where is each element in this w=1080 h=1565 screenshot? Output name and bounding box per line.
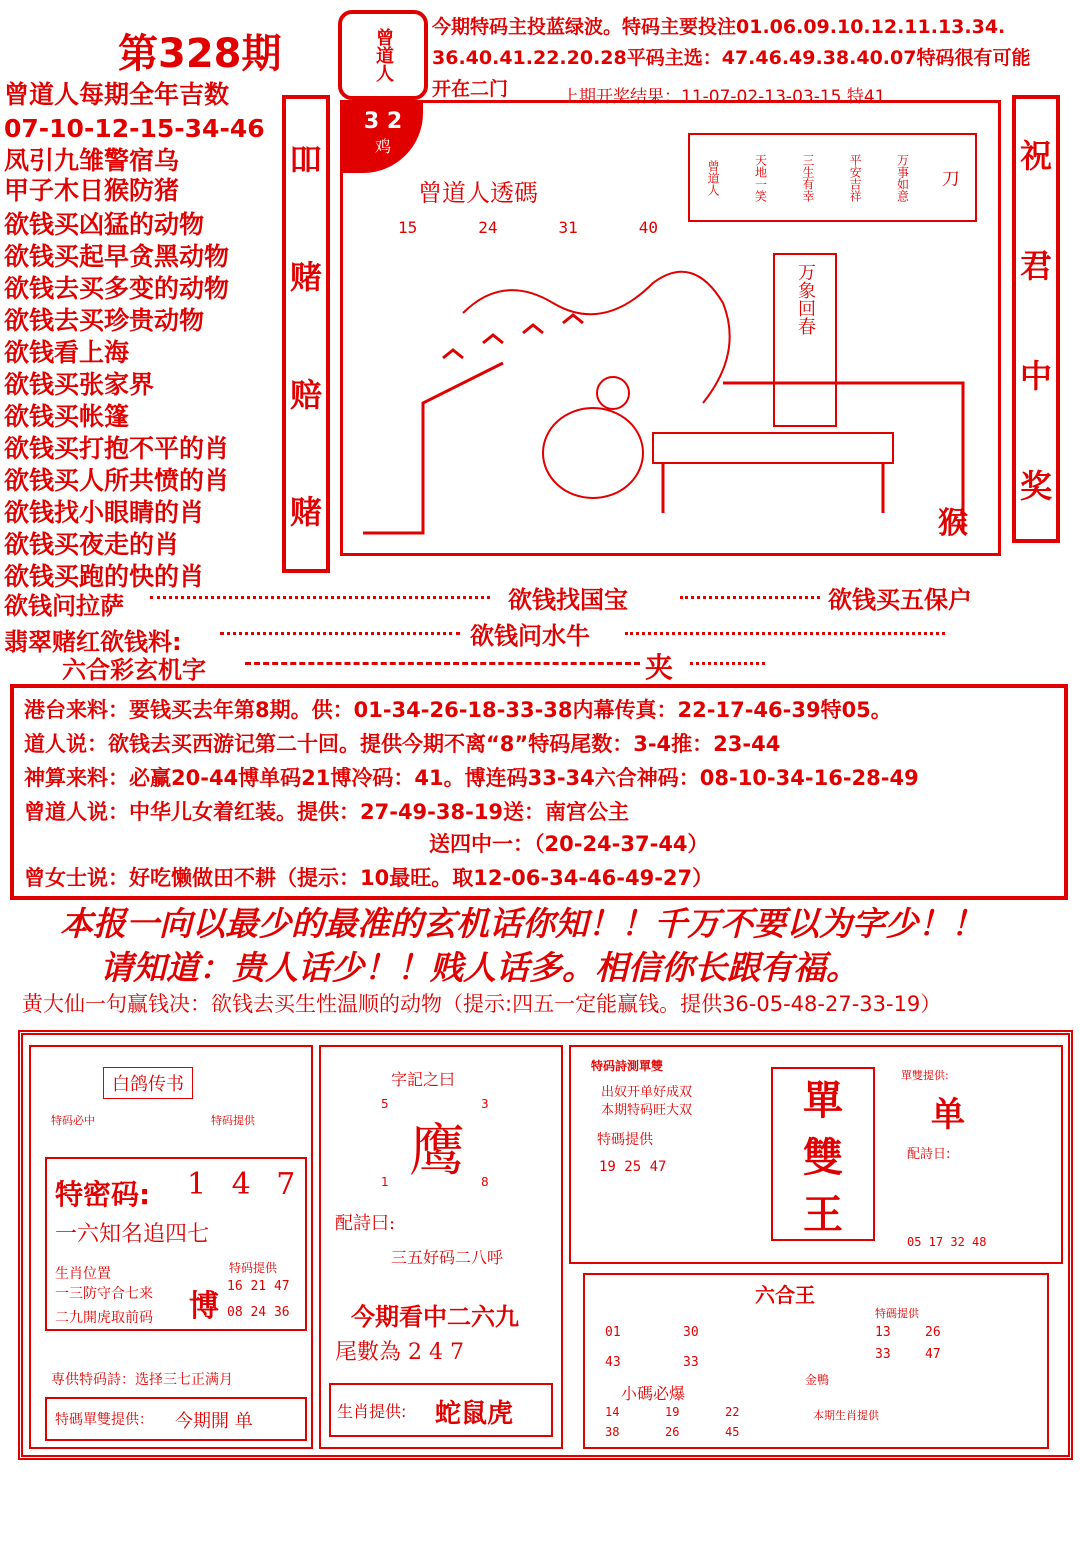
bo-numbers: 16 21 47 [227, 1279, 290, 1294]
left-item: 欲钱去买珍贵动物 [4, 306, 205, 335]
riddle-row-2a: 翡翠赌红欲钱料: [4, 628, 182, 656]
liuhe-title: 六合王 [755, 1283, 815, 1307]
banner-char: 吅 [289, 140, 322, 179]
scene-title: 曾道人透碼 [418, 179, 538, 207]
zodiac-line: 二九開虎取前码 [55, 1310, 153, 1326]
scene-numbers [398, 218, 658, 237]
left-item: 07-10-12-15-34-46 [4, 114, 265, 143]
scene-number: 40 [638, 218, 658, 237]
odd-even-verse: 本期特码旺大双 [601, 1103, 693, 1118]
gold-duck: 金鴨 [805, 1373, 830, 1387]
liuhe-number: 26 [925, 1325, 941, 1340]
dotted-leader [220, 632, 460, 635]
right-poem-label: 配詩日: [907, 1147, 951, 1162]
zodiac-box [329, 1383, 553, 1437]
left-vertical-banner [282, 95, 330, 573]
zodiac-value: 蛇鼠虎 [435, 1399, 514, 1429]
odd-even-verse: 出奴开单好成双 [601, 1085, 693, 1100]
tema-numbers: 1 4 7 [187, 1167, 304, 1202]
odd-even-value: 今期開 单 [175, 1411, 253, 1432]
riddle-row-3a: 六合彩玄机字 [62, 656, 206, 684]
zodiac-badge [343, 103, 423, 173]
header-line-3: 开在二门 [432, 78, 509, 100]
dotted-leader [680, 596, 820, 599]
header-line-2: 36.40.41.22.20.28平码主选：47.46.49.38.40.07特码很有可能 [432, 47, 1031, 69]
liuhe-number: 47 [925, 1347, 941, 1362]
poem-col: 平安吉祥 [848, 153, 863, 202]
odd-even-label: 特碼單雙提供： [55, 1412, 153, 1428]
left-item: 欲钱买起早贪黑动物 [4, 242, 230, 271]
char-number: 5 [381, 1097, 389, 1111]
riddle-row-1a: 欲钱问拉萨 [4, 592, 124, 620]
scene-drawing [343, 243, 993, 543]
left-item: 欲钱买张家界 [4, 370, 155, 399]
huang-daxian-line: 黄大仙一句赢钱决：欲钱去买生性温顺的动物（提示:四五一定能赢钱。提供36-05-48-27-33-19） [22, 992, 942, 1016]
banner-char: 赔 [289, 375, 322, 414]
poem-col: 曾道人 [706, 159, 721, 196]
box-odd-even-king [569, 1045, 1063, 1264]
left-item: 欲钱买凶猛的动物 [4, 210, 205, 239]
dotted-leader [690, 662, 765, 665]
left-item: 欲钱看上海 [4, 338, 130, 367]
dotted-leader [625, 632, 945, 635]
liuhe-tema-label: 特碼提供 [875, 1307, 919, 1320]
odd-even-box [45, 1397, 307, 1441]
slogan-2: 请知道：贵人话少！！贱人话多。相信你长跟有福。 [100, 948, 859, 987]
small-code-label: 小碼必爆 [621, 1384, 686, 1403]
left-item: 甲子木日猴防猪 [4, 176, 180, 205]
tema-verse: 一六知名追四七 [55, 1222, 210, 1247]
big-char: 王 [803, 1192, 843, 1238]
box-subtitle: 特码必中 [51, 1114, 95, 1127]
riddle-row-1b: 欲钱找国宝 [508, 586, 628, 614]
last-result: 上期开奖结果：11-07-02-13-03-15 特41 [562, 87, 886, 107]
box-title: 白鸽传书 [103, 1067, 193, 1099]
liuhe-number: 33 [683, 1355, 699, 1370]
odd-even-title: 特码詩測單雙 [591, 1059, 664, 1073]
zodiac-label: 生肖提供: [337, 1402, 407, 1421]
riddle-row-1c: 欲钱买五保户 [828, 586, 972, 614]
poem-tag: 刀 [941, 168, 960, 190]
banner-char: 中 [1019, 357, 1052, 395]
poem-plaque [688, 133, 977, 222]
small-code-number: 19 [665, 1405, 680, 1419]
scene-number: 15 [398, 218, 418, 237]
right-title: 單雙提供: [901, 1069, 949, 1082]
stamp-text: 曾道人 [373, 28, 394, 82]
info-line: 送四中一：（20-24-37-44） [429, 832, 709, 856]
bo-numbers: 08 24 36 [227, 1305, 290, 1320]
riddle-row-2b: 欲钱问水牛 [470, 622, 590, 650]
banner-char: 奖 [1019, 467, 1052, 505]
left-item: 欲钱买打抱不平的肖 [4, 434, 230, 463]
poem-col: 三生有幸 [800, 153, 815, 202]
badge-number: 3 2 [363, 109, 403, 134]
small-code-number: 14 [605, 1405, 620, 1419]
poem-label: 配詩曰: [335, 1213, 396, 1234]
char-number: 8 [481, 1175, 489, 1189]
liuhe-number: 43 [605, 1355, 621, 1370]
small-code-number: 38 [605, 1425, 620, 1439]
big-title-box [771, 1067, 875, 1241]
info-line: 曾道人说：中华儿女着红装。提供：27-49-38-19送：南宫公主 [24, 800, 630, 824]
featured-character: 鹰 [409, 1119, 465, 1184]
banner-char: 祝 [1019, 137, 1052, 175]
bo-label: 特码提供 [229, 1261, 278, 1275]
tema-numbers-right: 19 25 47 [599, 1159, 667, 1175]
box-character [319, 1045, 563, 1449]
char-number: 1 [381, 1175, 389, 1189]
banner-char: 赌 [289, 258, 322, 297]
left-item: 欲钱买夜走的肖 [4, 530, 180, 559]
poem-text: 三五好码二八呼 [391, 1248, 504, 1267]
zodiac-line: 一三防守合七来 [55, 1286, 153, 1302]
tema-label-right: 特碼提供 [597, 1132, 653, 1148]
left-item: 欲钱找小眼睛的肖 [4, 498, 205, 527]
info-line: 港台来料：要钱买去年第8期。供：01-34-26-18-33-38内幕传真：22-17-46-39特05。 [24, 698, 892, 722]
tema-label: 特密码: [55, 1178, 151, 1211]
liuhe-number: 13 [875, 1325, 891, 1340]
left-item: 欲钱买跑的快的肖 [4, 562, 205, 591]
banner-char: 赌 [289, 493, 322, 532]
right-numbers: 05 17 32 48 [907, 1235, 987, 1249]
small-code-number: 26 [665, 1425, 680, 1439]
corner-zodiac: 猴 [938, 506, 968, 541]
seal-stamp [338, 10, 428, 100]
scene-number: 31 [558, 218, 578, 237]
special-verse: 専供特码詩：选择三七正满月 [51, 1372, 233, 1388]
left-item: 欲钱买帐篷 [4, 402, 130, 431]
liuhe-number: 30 [683, 1325, 699, 1340]
banner-char: 君 [1019, 247, 1052, 285]
liuhe-number: 33 [875, 1347, 891, 1362]
small-code-number: 45 [725, 1425, 740, 1439]
box-white-dove [29, 1045, 313, 1449]
left-item: 欲钱买人所共愤的肖 [4, 466, 230, 495]
box-subtitle: 特码提供 [211, 1114, 255, 1127]
big-char: 單 [803, 1078, 843, 1124]
small-code-number: 22 [725, 1405, 740, 1419]
riddle-row-3b: 夹 [645, 651, 674, 684]
dashed-leader [245, 662, 640, 665]
bottom-note: 本期生肖提供 [813, 1409, 879, 1422]
slogan-1: 本报一向以最少的最准的玄机话你知！！千万不要以为字少！！ [60, 904, 984, 943]
tail-numbers: 尾數為 2 4 7 [335, 1340, 464, 1365]
poem-col: 天地一笑 [753, 153, 768, 202]
lower-panel [18, 1030, 1073, 1460]
illustration-panel [340, 100, 1001, 556]
pick-line: 今期看中二六九 [351, 1303, 519, 1331]
info-line: 曾女士说：好吃懒做田不耕（提示：10最旺。取12-06-34-46-49-27） [24, 866, 714, 890]
char-number: 3 [481, 1097, 489, 1111]
info-line: 神算来料：必赢20-44博单码21博冷码：41。博连码33-34六合神码：08-10-34-16-28-49 [24, 766, 919, 790]
left-item: 欲钱去买多变的动物 [4, 274, 230, 303]
tema-box [45, 1157, 307, 1331]
zodiac-position-label: 生肖位置 [55, 1266, 111, 1282]
box-liuhe-king [583, 1273, 1049, 1449]
right-vertical-banner [1012, 95, 1060, 543]
scene-number: 24 [478, 218, 498, 237]
hanging-scroll [773, 253, 837, 427]
char-title: 字記之曰 [391, 1070, 456, 1089]
poem-col: 万事如意 [895, 153, 910, 202]
dotted-leader [150, 596, 490, 599]
issue-number: 第328期 [118, 31, 282, 77]
big-char: 雙 [803, 1135, 843, 1181]
bo-char: 博 [189, 1289, 219, 1324]
info-box [10, 684, 1068, 900]
liuhe-number: 01 [605, 1325, 621, 1340]
left-item: 曾道人每期全年吉数 [4, 80, 230, 109]
scroll-text: 万象回春 [795, 263, 816, 335]
badge-zodiac: 鸡 [374, 137, 391, 156]
header-line-1: 今期特码主投蓝绿波。特码主要投注01.06.09.10.12.11.13.34. [432, 16, 1006, 38]
left-item: 凤引九雏警宿乌 [4, 146, 180, 175]
info-line: 道人说：欲钱去买西游记第二十回。提供今期不离“8”特码尾数：3-4推：23-44 [24, 732, 781, 756]
right-char: 单 [931, 1095, 965, 1135]
